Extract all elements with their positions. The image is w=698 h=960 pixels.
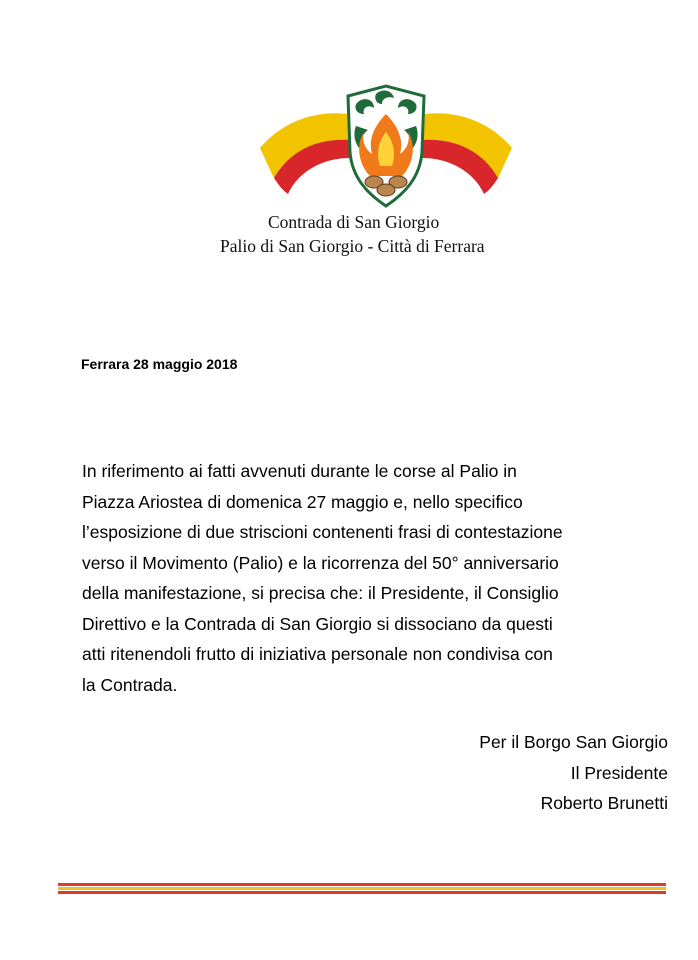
body-line: verso il Movimento (Palio) e la ricorrenza del 50° anniversario (82, 552, 559, 573)
signature-title: Il Presidente (570, 762, 668, 783)
footer-divider (58, 883, 666, 894)
footer-stripe-red (58, 891, 666, 894)
signature-organization: Per il Borgo San Giorgio (479, 732, 668, 752)
body-line: In riferimento ai fatti avvenuti durante le corse al Palio in (82, 461, 517, 481)
body-line: l’esposizione di due striscioni contenenti frasi di contestazione (82, 522, 563, 542)
body-line: Piazza Ariostea di domenica 27 maggio e, nello specifico (82, 491, 523, 512)
footer-stripe-red (58, 883, 666, 886)
contrada-name: Contrada di San Giorgio (268, 212, 440, 232)
letter-date: Ferrara 28 maggio 2018 (81, 356, 238, 372)
footer-stripe-yellow (58, 887, 666, 890)
body-line: la Contrada. (82, 674, 178, 695)
body-line: atti ritenendoli frutto di iniziativa personale non condivisa con (82, 644, 553, 664)
body-line: della manifestazione, si precisa che: il Presidente, il Consiglio (82, 583, 559, 603)
signature-name: Roberto Brunetti (540, 793, 668, 813)
body-line: Direttivo e la Contrada di San Giorgio si dissociano da questi (82, 613, 553, 634)
palio-name: Palio di San Giorgio - Città di Ferrara (220, 236, 485, 256)
contrada-crest-icon (252, 82, 520, 212)
letter-body (82, 456, 672, 700)
signature-block (479, 727, 668, 819)
